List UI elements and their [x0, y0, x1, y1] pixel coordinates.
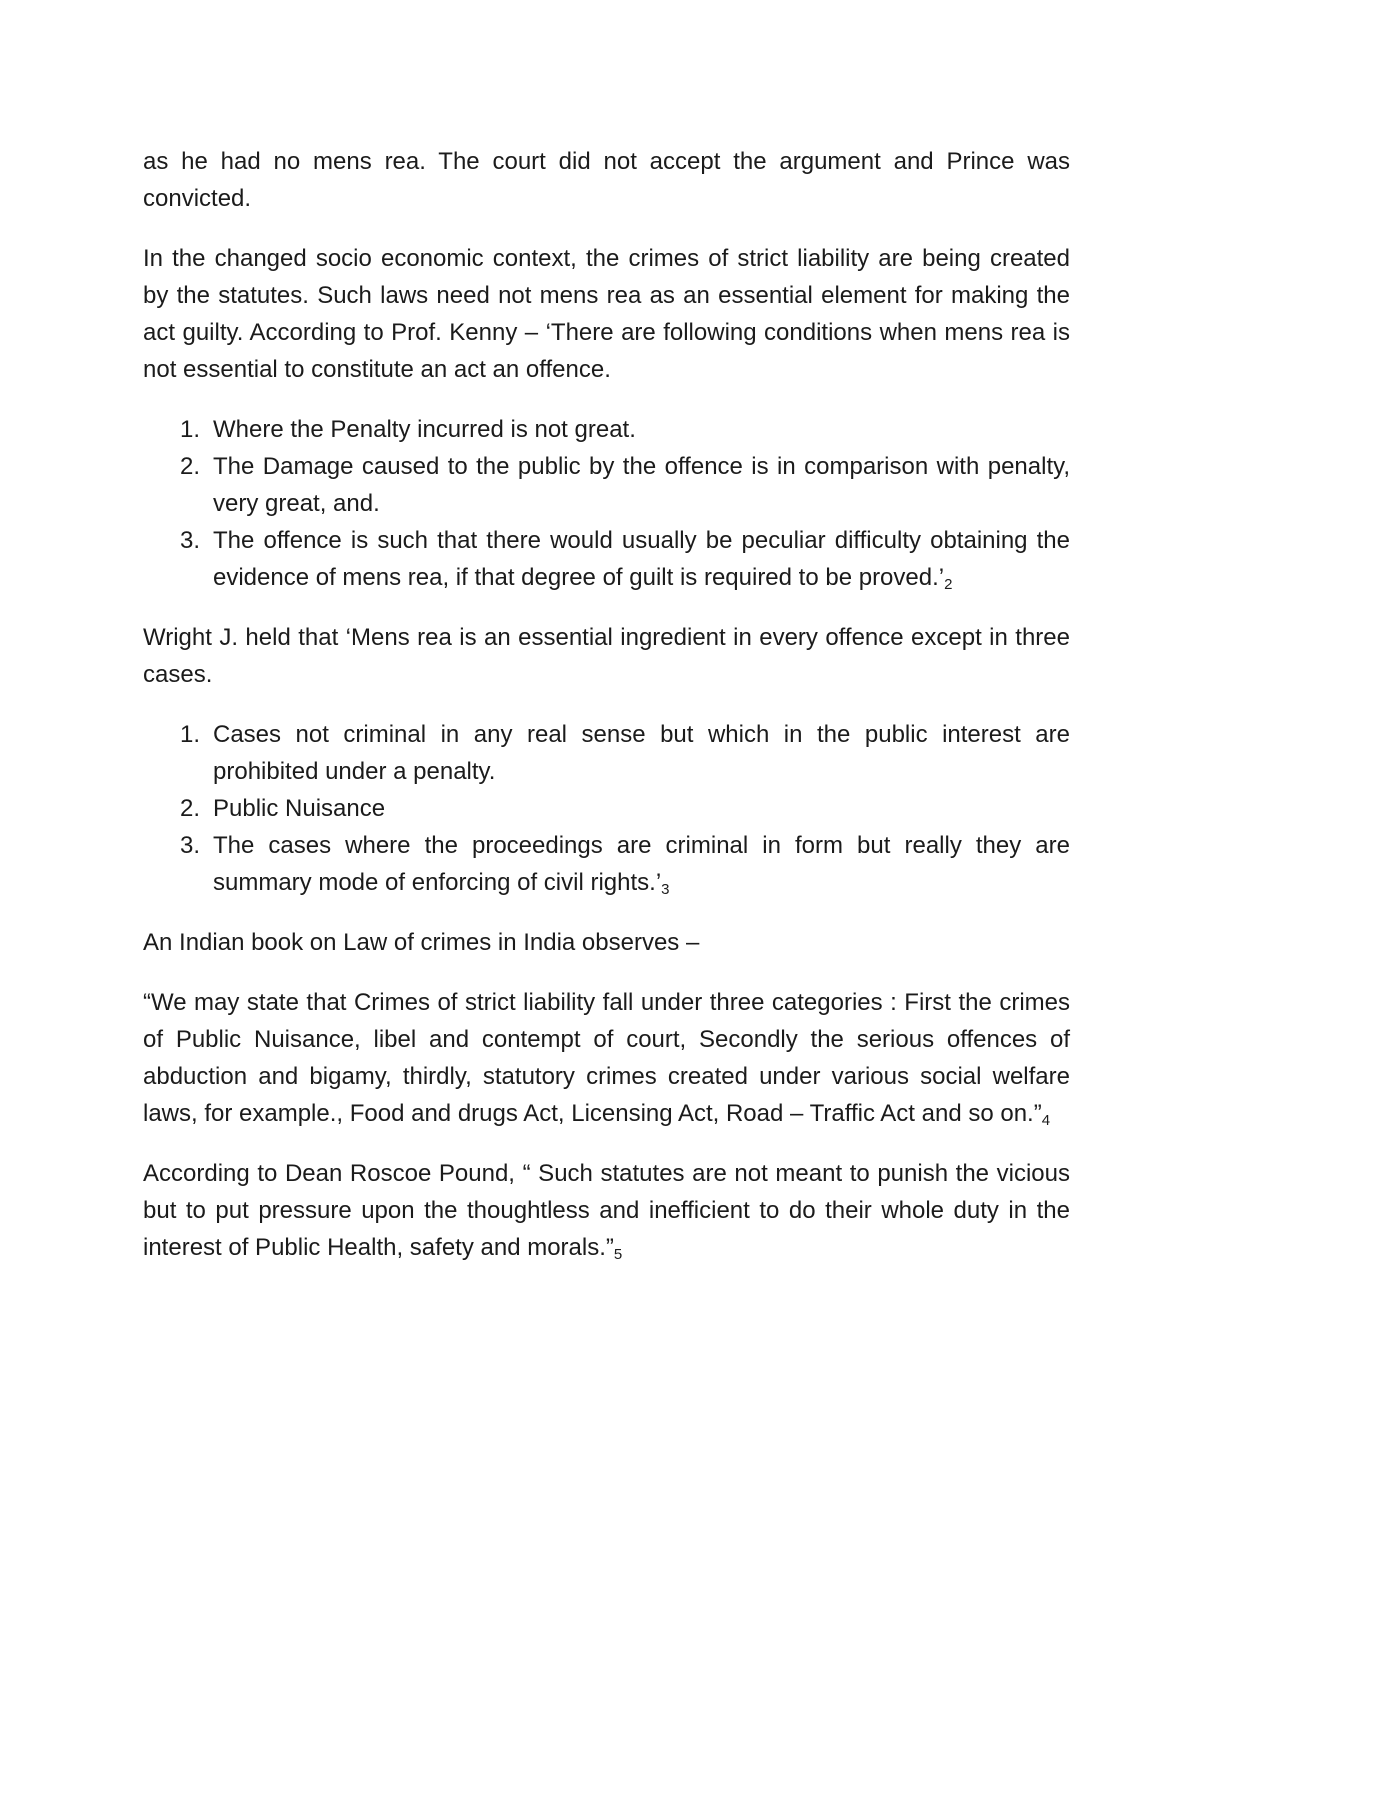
list-item-text-span: The Damage caused to the public by the offence is in comparison with penalty, very great, and.: [213, 453, 1070, 517]
footnote-ref-3: 3: [661, 881, 670, 898]
list-item-number: 1.: [180, 721, 201, 748]
document-content: [143, 143, 1070, 1289]
paragraph-three-categories: [143, 984, 1070, 1132]
paragraph-text-span: According to Dean Roscoe Pound, “ Such statutes are not meant to punish the vicious but to put pressure upon the thoughtless and inefficient to do their whole duty in the interest of Public Health, safety and morals.”: [143, 1160, 1070, 1261]
footnote-ref-5: 5: [613, 1246, 623, 1263]
list-wright-cases: [143, 716, 1070, 901]
list-item: [180, 790, 1070, 827]
list-item-number: 3.: [180, 832, 201, 859]
list-item-number: 2.: [180, 453, 201, 480]
list-item: [180, 411, 1070, 448]
list-item-text: [213, 790, 1070, 827]
list-item-text: [213, 716, 1070, 790]
list-item: [180, 448, 1070, 522]
list-item-text: [213, 448, 1070, 522]
list-item-text-span: Cases not criminal in any real sense but which in the public interest are prohibited under a penalty.: [213, 721, 1070, 785]
list-item: [180, 827, 1070, 901]
list-item-text-span: The offence is such that there would usually be peculiar difficulty obtaining the evidence of mens rea, if that degree of guilt is required to be proved.’: [213, 527, 1070, 591]
paragraph-wright-j: Wright J. held that ‘Mens rea is an essential ingredient in every offence except in three cases.: [143, 624, 1070, 688]
list-item-number: 3.: [180, 527, 201, 554]
list-item: [180, 522, 1070, 596]
list-item-number: 1.: [180, 416, 201, 443]
paragraph-roscoe-pound: [143, 1155, 1070, 1266]
list-item-text: [213, 522, 1070, 596]
paragraph-text-span: “We may state that Crimes of strict liability fall under three categories : First the crimes of Public Nuisance, libel and contempt of court, Secondly the serious offences of abduction and bigamy, thirdly, statutory crimes created under various social welfare laws, for example., Food and drugs Act, Licensing Act, Road – Traffic Act and so on.”: [143, 989, 1070, 1127]
footnote-ref-4: 4: [1041, 1112, 1051, 1129]
footnote-ref-2: 2: [944, 576, 953, 593]
paragraph-indian-book: An Indian book on Law of crimes in India observes –: [143, 929, 700, 956]
list-item-text-span: Where the Penalty incurred is not great.: [213, 416, 636, 443]
paragraph-conviction: as he had no mens rea. The court did not accept the argument and Prince was convicted.: [143, 148, 1070, 212]
list-item-text-span: The cases where the proceedings are criminal in form but really they are summary mode of enforcing of civil rights.’: [213, 832, 1070, 896]
paragraph-socio-economic: In the changed socio economic context, the crimes of strict liability are being created by the statutes. Such laws need not mens rea as an essential element for making the act guilty. According to Prof. Kenny – ‘There are following conditions when mens rea is not essential to constitute an act an offence.: [143, 245, 1070, 383]
list-item-number: 2.: [180, 795, 201, 822]
list-kenny-conditions: [143, 411, 1070, 596]
list-item: [180, 716, 1070, 790]
list-item-text-span: Public Nuisance: [213, 795, 386, 822]
list-item-text: [213, 827, 1070, 901]
list-item-text: [213, 411, 1070, 448]
